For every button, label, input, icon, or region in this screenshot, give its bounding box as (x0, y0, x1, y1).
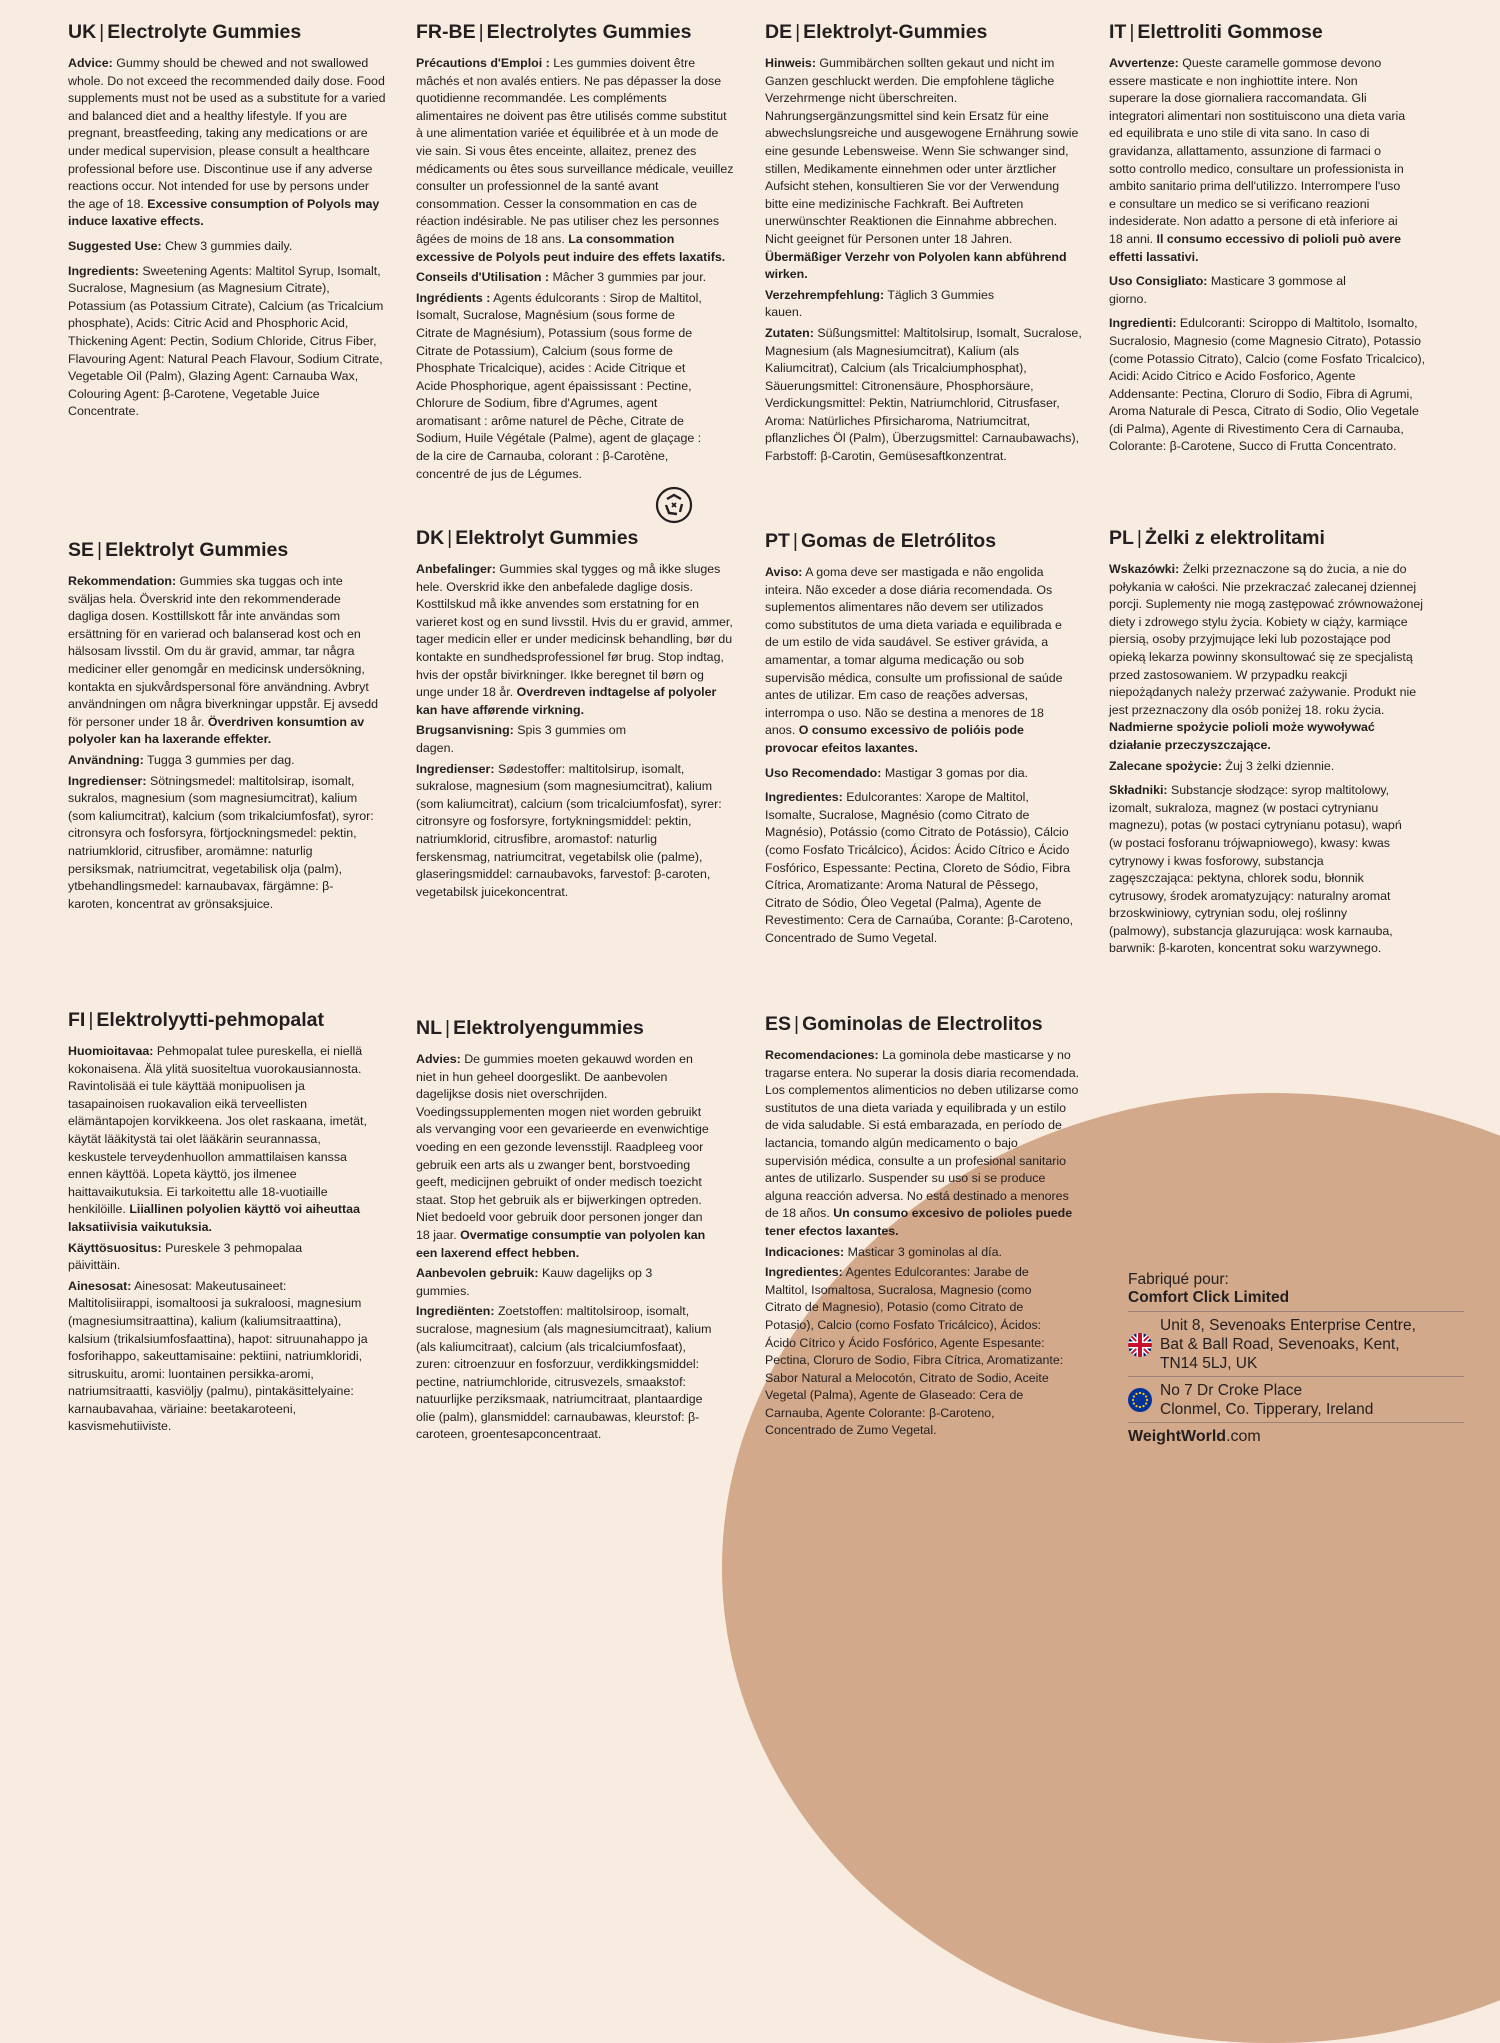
address-line: Clonmel, Co. Tipperary, Ireland (1160, 1401, 1374, 1418)
usage-label: Uso Recomendado: (765, 765, 882, 780)
usage-label: Användning: (68, 752, 144, 767)
ingredients-label: Ingredienser: (68, 773, 147, 788)
section-fi (68, 1008, 386, 1439)
ingredients-paragraph (1109, 782, 1409, 958)
usage-paragraph (416, 722, 646, 757)
advice-text: Gummies skal tygges og må ikke sluges hele. Overskrid ikke den anbefalede daglige dosis. Kosttilskud må ikke anvendes som erstatning for en varieret kost og en sund livsstil. Hvis du er gravid, ammer, tager medicin eller er under medicinsk behandling, bør du kontakte en sundhedsprofessionel før brug. Stop indtag, hvis der opstår bivirkninger. Ikke beregnet til børn og unge under 18 år. (416, 562, 733, 700)
advice-label: Huomioitavaa: (68, 1044, 154, 1058)
ingredients-label: Ingredienti: (1109, 316, 1177, 331)
ingredients-paragraph (765, 1264, 1065, 1440)
usage-label: Aanbevolen gebruik: (416, 1266, 539, 1281)
usage-text: Chew 3 gummies daily. (165, 238, 293, 253)
usage-paragraph (68, 238, 386, 256)
section-dk (416, 526, 734, 904)
advice-paragraph (416, 55, 734, 266)
advice-paragraph (1109, 55, 1409, 266)
advice-paragraph (1109, 561, 1429, 755)
section-de-heading: DE | Elektrolyt-Gummies (765, 21, 988, 43)
product-title: Elektrolyengummies (453, 1017, 644, 1039)
usage-label: Verzehrempfehlung: (765, 287, 885, 302)
advice-text: Gummy should be chewed and not swallowed whole. Do not exceed the recommended daily dose. Food supplements must not be used as a substitute for a varied and balanced diet and a healthy lifestyle. If you are pregnant, breastfeeding, taking any medications or are under medical supervision, please consult a healthcare professional before use. Discontinue use if any adverse reactions occur. Not intended for use by persons under the age of 18. (68, 56, 386, 211)
ingredients-label: Zutaten: (765, 325, 814, 340)
lang-code: PT (765, 530, 790, 552)
product-title: Electrolyte Gummies (107, 21, 302, 43)
usage-label: Brugsanvisning: (416, 723, 514, 738)
advice-label: Advies: (416, 1052, 461, 1066)
ingredients-text: Süßungsmittel: Maltitolsirup, Isomalt, Sucralose, Magnesium (als Magnesiumcitrat), Kalium (als Kaliumcitrat), Calcium (als Tricalciumphosphat), Säuerungsmittel: Citronensäure, Phosphorsäure, Verdickungsmittel: Pektin, Natriumchlorid, Citrusfaser, Aroma: Natürliches Pfirsicharoma, Natriumcitrat, pflanzliches Öl (Palm), Überzugsmittel: Carnaubawachs), Farbstoff: β-Carotin, Gemüsesaftkonzentrat. (765, 325, 1082, 464)
address-line: TN14 5LJ, UK (1160, 1355, 1258, 1372)
section-pl (1109, 526, 1427, 965)
address-line: No 7 Dr Croke Place (1160, 1382, 1303, 1399)
usage-paragraph (68, 752, 386, 770)
lang-code: DE (765, 21, 793, 43)
section-nl (416, 1016, 734, 1447)
eu-flag-icon (1128, 1388, 1152, 1412)
product-title: Electrolytes Gummies (486, 21, 692, 43)
usage-text: Kauw dagelijks op 3 gummies. (416, 1266, 653, 1298)
usage-text: Masticare 3 gommose al giorno. (1109, 274, 1346, 306)
polyol-warning: La consommation excessive de Polyols peut induire des effets laxatifs. (416, 231, 726, 264)
section-fr-be-heading: FR-BE | Electrolytes Gummies (416, 21, 692, 43)
advice-text: Gummibärchen sollten gekaut und nicht im Ganzen geschluckt werden. Die empfohlene tägliche Verzehrmenge nicht überschreiten. Nahrungsergänzungsmittel sind kein Ersatz für eine abwechslungsreiche und ausgewogene Ernährung sowie eine gesunde Lebensweise. Wenn Sie schwanger sind, stillen, Medikamente einnehmen oder unter ärztlicher Aufsicht stehen, konsultieren Sie vor der Verwendung bitte eine medizinische Fachkraft. Bei Auftreten unerwünschter Reaktionen die Einnahme abbrechen. Nicht geeignet für Personen unter 18 Jahren. (765, 56, 1079, 246)
ingredients-label: Ainesosat: (68, 1278, 132, 1293)
section-fr-be (416, 20, 734, 486)
ingredients-text: Ainesosat: Makeutusaineet: Maltitolisiirappi, isomaltoosi ja sukraloosi, magnesium (magnesiumsitraattina), kalium (kaliumsitraattina), kalsium (trikalsiumfosfaattina), hapot: sitruunahappo ja fosforihappo, sakeuttamisaine: pektiini, natriumkloridi, sitruskuitu, aromi: luontainen persikka-aromi, natriumsitraatti, kasviöljy (palmu), pintakäsittelyaine: karnaubavahaa, väriaine: beetakaroteeni, kasvismehutiiviste. (68, 1278, 368, 1434)
product-title: Elettroliti Gommose (1137, 21, 1323, 43)
section-it-heading: IT | Elettroliti Gommose (1109, 21, 1323, 43)
ingredients-paragraph (68, 263, 386, 421)
ingredients-text: Sweetening Agents: Maltitol Syrup, Isomalt, Sucralose, Magnesium (as Magnesium Citrate), Potassium (as Potassium Citrate), Calcium (as Tricalcium phosphate), Acids: Citric Acid and Phosphoric Acid, Thickening Agent: Pectin, Sodium Chloride, Citrus Fiber, Flavouring Agent: Natural Peach Flavour, Sodium Citrate, Vegetable Oil (Palm), Glazing Agent: Carnauba Wax, Colouring Agent: β-Carotene, Vegetable Juice Concentrate. (68, 263, 384, 419)
usage-text: Mastigar 3 gomas por dia. (884, 765, 1029, 780)
usage-paragraph (765, 287, 1015, 322)
made-for-label: Fabriqué pour: (1128, 1271, 1229, 1288)
ingredients-label: Ingrediënten: (416, 1304, 495, 1319)
product-title: Gominolas de Electrolitos (802, 1013, 1043, 1035)
usage-label: Zalecane spożycie: (1109, 758, 1222, 773)
usage-text: Masticar 3 gominolas al día. (847, 1244, 1002, 1259)
ingredients-paragraph (68, 773, 378, 914)
usage-text: Żuj 3 żelki dziennie. (1225, 758, 1335, 773)
section-uk-heading: UK | Electrolyte Gummies (68, 21, 302, 43)
lang-code: FI (68, 1009, 86, 1031)
advice-paragraph (416, 561, 734, 719)
usage-label: Indicaciones: (765, 1244, 845, 1259)
polyol-warning: Overdreven indtagelse af polyoler kan have afførende virkning. (416, 685, 717, 717)
section-it (1109, 20, 1427, 463)
ingredients-text: Agentes Edulcorantes: Jarabe de Maltitol, Isomaltosa, Sucralosa, Magnesio (como Citrato de Magnesio), Potasio (como Citrato de Potasio), Calcio (como Fosfato Tricálcico), Ácidos: Ácido Cítrico y Ácido Fosfórico, Agente Espesante: Pectina, Cloruro de Sodio, Fibra Cítrica, Aromatizante: Sabor Natural a Melocotón, Citrato de Sodio, Aceite Vegetal (Palma), Agente de Glaseado: Cera de Carnauba, Agente Colorante: β-Caroteno, Concentrado de Zumo Vegetal. (765, 1265, 1064, 1438)
advice-text: Gummies ska tuggas och inte sväljas hela. Överskrid inte den rekommenderade dagliga dosen. Kosttillskott får inte användas som ersättning för en varierad och balanserad kost och en hälsosam livsstil. Om du är gravid, ammar, tar några mediciner eller genomgår en medicinsk undersökning, kontakta en sjukvårdspersonal före användning. Avbryt användningen om några biverkningar uppstår. Ej avsedd för personer under 18 år. (68, 574, 378, 729)
product-title: Elektrolyt-Gummies (803, 21, 988, 43)
usage-text: Mâcher 3 gummies par jour. (552, 270, 707, 285)
advice-text: Queste caramelle gommose devono essere masticate e non inghiottite intere. Non superare la dose giornaliera raccomandata. Gli integratori alimentari non sostituiscono una dieta varia ed equilibrata e uno stile di vita sano. In caso di gravidanza, allattamento, assunzione di farmaci o sotto controllo medico, consultare un professionista in ambito sanitario prima dell'utilizzo. Interrompere l'uso e consultare un medico se si verificano reazioni indesiderate. Non adatto a persone di età inferiore ai 18 anni. (1109, 56, 1406, 246)
advice-label: Anbefalinger: (416, 562, 496, 576)
ingredients-label: Składniki: (1109, 783, 1168, 798)
advice-label: Précautions d'Emploi : (416, 56, 550, 70)
website-brand: WeightWorld (1128, 1428, 1227, 1445)
usage-paragraph (68, 1240, 328, 1275)
usage-text: Täglich 3 Gummies kauen. (765, 287, 995, 320)
ingredients-text: Edulcorantes: Xarope de Maltitol, Isomalte, Sucralose, Magnésio (como Citrato de Magnésio), Potássio (como Citrato de Potássio), Cálcio (como Fosfato Tricálcico), Ácidos: Ácido Cítrico e Ácido Fosfórico, Espessante: Pectina, Cloreto de Sódio, Fibra Cítrica, Aromatizante: Aroma Natural de Pêssego, Citrato de Sódio, Óleo Vegetal (Palma), Agente de Revestimento: Cera de Carnaúba, Corante: β-Caroteno, Concentrado de Sumo Vegetal. (765, 790, 1074, 945)
ingredients-paragraph (1109, 315, 1427, 456)
company-name: Comfort Click Limited (1128, 1289, 1290, 1306)
address-line: Bat & Ball Road, Sevenoaks, Kent, (1160, 1336, 1400, 1353)
website-link[interactable] (1128, 1428, 1464, 1446)
lang-code: SE (68, 539, 95, 561)
advice-text: A goma deve ser mastigada e não engolida inteira. Não exceder a dose diária recomendada. Os suplementos alimentares não devem ser utilizados como substitutos de uma dieta variada e equilibrada e de um estilo de vida saudável. Se estiver grávida, a amamentar, a tomar alguma medicação ou sob supervisão médica, consulte um profissional de saúde antes de utilizar. Em caso de reações adversas, interrompa o uso. Não se destina a menores de 18 anos. (765, 565, 1063, 738)
usage-text: Spis 3 gummies om dagen. (416, 723, 627, 755)
uk-address-row (1128, 1311, 1464, 1376)
usage-paragraph (1109, 758, 1427, 776)
ingredients-paragraph (68, 1278, 368, 1436)
section-es (765, 1012, 1083, 1443)
ingredients-paragraph (765, 325, 1083, 466)
advice-label: Advice: (68, 56, 113, 70)
advice-label: Wskazówki: (1109, 562, 1180, 576)
section-nl-heading: NL | Elektrolyengummies (416, 1017, 644, 1039)
ingredients-label: Ingredientes: (765, 790, 843, 805)
usage-label: Uso Consigliato: (1109, 274, 1208, 289)
section-pt-heading: PT | Gomas de Eletrólitos (765, 530, 997, 552)
ingredients-text: Sødestoffer: maltitolsirup, isomalt, sukralose, magnesium (som magnesiumcitrat), kalium (som kaliumcitrat), calcium (som tricalciumfosfat), syrer: citronsyre og fosforsyre, fortykningsmiddel: pektin, natriumklorid, citrusfibre, aromastof: naturlig ferskensmag, natriumcitrat, vegetabilsk olie (palme), glaseringsmiddel: carnaubavoks, farvestof: β-caroten, vegetabilsk juicekoncentrat. (416, 761, 722, 899)
advice-paragraph (68, 55, 386, 231)
section-uk (68, 20, 386, 428)
ingredients-text: Sötningsmedel: maltitolsirap, isomalt, sukralos, magnesium (som magnesiumcitrat), kalium (som kaliumcitrat), kalcium (som trikalciumfosfat), syror: citronsyra och fosforsyra, förtjockningsmedel: pektin, natriumklorid, citrusfiber, aromämne: naturlig persiksmak, natriumcitrat, vegetabilisk olja (palm), ytbehandlingsmedel: karnaubavax, färgämne: β-karoten, koncentrat av grönsaksjuice. (68, 773, 374, 911)
usage-paragraph (765, 1244, 1083, 1262)
ingredients-label: Ingredientes: (765, 1265, 843, 1280)
lang-code: IT (1109, 21, 1127, 43)
polyol-warning: O consumo excessivo de polióis pode provocar efeitos laxantes. (765, 723, 1024, 755)
ingredients-paragraph (416, 290, 706, 484)
lang-code: DK (416, 527, 445, 549)
advice-paragraph (765, 1047, 1083, 1241)
polyol-warning: Nadmierne spożycie polioli może wywoływać działanie przeczyszczające. (1109, 720, 1375, 752)
polyol-warning: Il consumo eccessivo di polioli può avere effetti lassativi. (1109, 231, 1401, 264)
polyol-warning: Liiallinen polyolien käyttö voi aiheuttaa laksatiivisia vaikutuksia. (68, 1202, 360, 1234)
advice-text: Les gummies doivent être mâchés et non avalés entiers. Ne pas dépasser la dose quotidienne recommandée. Les compléments alimentaires ne doivent pas être utilisés comme substitut à une alimentation variée et équilibrée et à un mode de vie sain. Si vous êtes enceinte, allaitez, prenez des médicaments ou êtes sous surveillance médicale, veuillez consulter un professionnel de la santé avant consommation. Cesser la consommation en cas de réaction indésirable. Ne pas utiliser chez les personnes âgées de moins de 18 ans. (416, 56, 734, 246)
ingredients-label: Ingredienser: (416, 761, 495, 776)
product-title: Elektrolyt Gummies (455, 527, 639, 549)
lang-code: PL (1109, 527, 1134, 549)
polyol-warning: Överdriven konsumtion av polyoler kan ha laxerande effekter. (68, 714, 365, 747)
ingredients-paragraph (416, 1303, 716, 1444)
ingredients-paragraph (765, 789, 1075, 947)
usage-text: Pureskele 3 pehmopalaa päivittäin. (68, 1240, 303, 1273)
ingredients-label: Ingrédients : (416, 290, 491, 305)
ingredients-text: Zoetstoffen: maltitolsiroop, isomalt, sucralose, magnesium (als magnesiumcitraat), kalium (als kaliumcitraat), calcium (als tricalciumfosfaat), zuren: citroenzuur en fosforzuur, verdikkingsmiddel: pectine, natriumchloride, citrusvezels, smaakstof: natuurlijke perziksmaak, natriumcitraat, plantaardige olie (palm), glansmiddel: carnaubawas, kleurstof: β-caroteen, groentesapconcentraat. (416, 1304, 712, 1442)
advice-label: Rekommendation: (68, 574, 177, 588)
usage-paragraph (1109, 273, 1359, 308)
eu-address-row (1128, 1376, 1464, 1423)
section-se-heading: SE | Elektrolyt Gummies (68, 539, 289, 561)
usage-paragraph (765, 765, 1083, 783)
ingredients-text: Agents édulcorants : Sirop de Maltitol, Isomalt, Sucralose, Magnésium (sous forme de Citrate de Magnésium), Potassium (sous forme de Citrate de Potassium), Calcium (sous forme de Phosphate Tricalcique), acides : Acide Citrique et Acide Phosphorique, agent épaississant : Pectine, Chlorure de Sodium, fibre d'Agrumes, agent aromatisant : arôme naturel de Pêche, Citrate de Sodium, Huile Végétale (Palme), agent de glaçage : de la cire de Carnauba, colorant : β-Carotène, concentré de jus de Légumes. (416, 290, 702, 481)
ingredients-text: Substancje słodzące: syrop maltitolowy, izomalt, sukraloza, magnez (w postaci cytrynianu magnezu), potas (w postaci cytrynianu potasu), wapń (w postaci fosforanu trójwapniowego), kwasy: kwas cytrynowy i kwas fosforowy, substancja zagęszczająca: pektyna, chlorek sodu, błonnik cytrusowy, środek aromatyzujący: naturalny aromat brzoskwiniowy, cytrynian sodu, olej roślinny (palmowy), substancja glazurująca: wosk karnauba, barwnik: β-karoten, koncentrat soku warzywnego. (1109, 783, 1402, 956)
section-es-heading: ES | Gominolas de Electrolitos (765, 1013, 1043, 1035)
usage-paragraph (416, 269, 734, 287)
usage-label: Conseils d'Utilisation : (416, 270, 550, 285)
uk-address (1160, 1316, 1416, 1373)
advice-label: Hinweis: (765, 56, 816, 70)
product-title: Żelki z elektrolitami (1145, 527, 1325, 549)
usage-paragraph (416, 1265, 686, 1300)
advice-paragraph (765, 55, 1083, 284)
ingredients-text: Edulcoranti: Sciroppo di Maltitolo, Isomalto, Sucralosio, Magnesio (come Magnesio Citrato), Potassio (come Potassio Citrato), Calcio (come Fosfato Tricalcico), Acidi: Acido Citrico e Acido Fosforico, Agente Addensante: Pectina, Cloruro di Sodio, Fibra di Agrumi, Aroma Naturale di Pesca, Citrato di Sodio, Olio Vegetale (di Palma), Agente di Rivestimento Cera di Carnauba, Colorante: β-Carotene, Succo di Frutta Concentrato. (1109, 316, 1426, 454)
website-tld: .com (1226, 1428, 1261, 1445)
polyol-warning: Un consumo excesivo de polioles puede tener efectos laxantes. (765, 1206, 1073, 1238)
product-title: Elektrolyytti-pehmopalat (96, 1009, 324, 1031)
lang-code: UK (68, 21, 97, 43)
advice-label: Recomendaciones: (765, 1048, 879, 1062)
advice-text: La gominola debe masticarse y no tragarse entera. No superar la dosis diaria recomendada. Los complementos alimenticios no deben utilizarse como sustitutos de una dieta variada y equilibrada y un estilo de vida saludable. Si está embarazada, en período de lactancia, tomando algún medicamento o bajo supervisión médica, consulte a un profesional sanitario antes de utilizarlo. Suspender su uso si se produce alguna reacción adversa. No está destinado a menores de 18 años. (765, 1048, 1080, 1221)
advice-text: Pehmopalat tulee pureskella, ei niellä kokonaisena. Älä ylitä suositeltua vuorokausiannosta. Ravintolisää ei tule käyttää monipuolisen ja tasapainoisen ruokavalion eikä terveellisten elämäntapojen korvikkeena. Jos olet raskaana, imetät, käytät lääkitystä tai olet lääkärin seurannassa, keskustele terveydenhuollon ammattilaisen kanssa ennen käyttöä. Lopeta käyttö, jos ilmenee haittavaikutuksia. Ei tarkoitettu alle 18-vuotiaille henkilöille. (68, 1044, 367, 1217)
usage-text: Tugga 3 gummies per dag. (146, 752, 295, 767)
uk-flag-icon (1128, 1333, 1152, 1357)
lang-code: ES (765, 1013, 792, 1035)
advice-label: Aviso: (765, 565, 803, 579)
section-se (68, 538, 386, 916)
eu-address (1160, 1381, 1373, 1419)
advice-paragraph (68, 1043, 378, 1237)
product-title: Elektrolyt Gummies (105, 539, 289, 561)
polyol-warning: Excessive consumption of Polyols may induce laxative effects. (68, 196, 380, 229)
ingredients-label: Ingredients: (68, 263, 139, 278)
section-pt (765, 529, 1083, 954)
address-line: Unit 8, Sevenoaks Enterprise Centre, (1160, 1317, 1416, 1334)
product-title: Gomas de Eletrólitos (801, 530, 997, 552)
usage-label: Suggested Use: (68, 238, 162, 253)
advice-label: Avvertenze: (1109, 56, 1179, 70)
lang-code: FR-BE (416, 21, 476, 43)
section-dk-heading: DK | Elektrolyt Gummies (416, 527, 639, 549)
manufacturer-block (1128, 1271, 1464, 1446)
polyol-warning: Übermäßiger Verzehr von Polyolen kann abführend wirken. (765, 249, 1067, 282)
advice-text: Żelki przeznaczone są do żucia, a nie do połykania w całości. Nie przekraczać zalecanej dziennej porcji. Suplementy nie mogą zastępować zrównoważonej diety i zdrowego stylu życia. Kobiety w ciąży, karmiące piersią, osoby przyjmujące leki lub pozostające pod opieką lekarza powinny skonsultować się ze specjalistą przed zastosowaniem. W przypadku reakcji niepożądanych należy przerwać zażywanie. Produkt nie jest przeznaczony dla osób poniżej 18. roku życia. (1109, 562, 1424, 717)
advice-text: De gummies moeten gekauwd worden en niet in hun geheel doorgeslikt. De aanbevolen dagelijkse dosis niet overschrijden. Voedingssupplementen mogen niet worden gebruikt als vervanging voor een gevarieerde en evenwichtige voeding en een gezonde levensstijl. Raadpleeg voor gebruik een arts als u zwanger bent, borstvoeding geeft, medicijnen gebruikt of onder medisch toezicht staat. Stop het gebruik als er bijwerkingen optreden. Niet bedoeld voor gebruik door personen jonger dan 18 jaar. (416, 1052, 709, 1242)
ingredients-paragraph (416, 761, 734, 902)
section-de (765, 20, 1083, 469)
polyol-warning: Overmatige consumptie van polyolen kan een laxerend effect hebben. (416, 1227, 706, 1260)
advice-paragraph (68, 573, 378, 749)
advice-paragraph (416, 1051, 716, 1262)
lang-code: NL (416, 1017, 442, 1039)
advice-paragraph (765, 564, 1075, 758)
usage-label: Käyttösuositus: (68, 1240, 162, 1255)
section-fi-heading: FI | Elektrolyytti-pehmopalat (68, 1009, 324, 1031)
recycle-sorting-icon (655, 486, 693, 524)
section-pl-heading: PL | Żelki z elektrolitami (1109, 527, 1325, 549)
